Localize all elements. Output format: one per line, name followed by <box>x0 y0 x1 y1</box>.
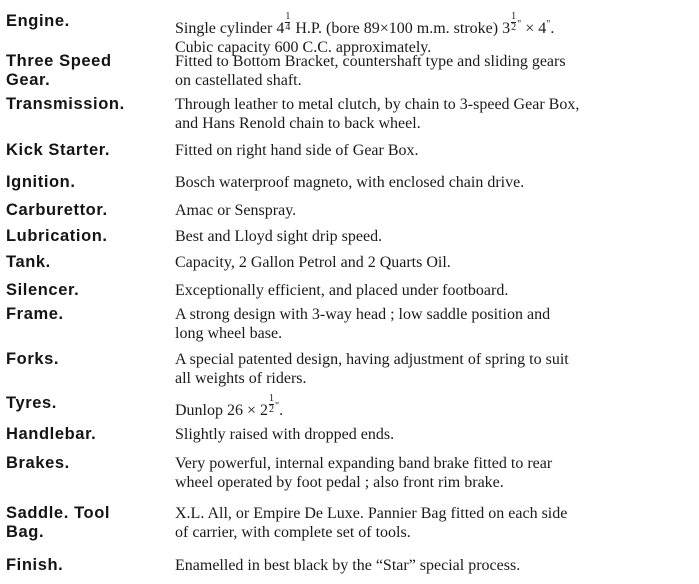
spec-value-frame <box>175 305 687 343</box>
spec-value-three-speed-gear <box>175 52 687 90</box>
value-line-1: Fitted to Bottom Bracket, countershaft type and sliding gears <box>175 53 566 70</box>
stroke-fraction-denominator: 2 <box>511 22 517 33</box>
spec-label-forks: Forks. <box>6 350 60 368</box>
value-line-2: wheel operated by foot pedal ; also front rim brake. <box>175 474 504 491</box>
label-line-1: Saddle. Tool <box>6 504 111 522</box>
tyres-text-suffix: . <box>279 402 284 419</box>
value-line-1: X.L. All, or Empire De Luxe. Pannier Bag fitted on each side <box>175 505 568 522</box>
spec-value-lubrication: Best and Lloyd sight drip speed. <box>175 228 383 245</box>
engine-text-suffix: . <box>550 20 555 37</box>
spec-label-frame: Frame. <box>6 305 64 323</box>
spec-value-tyres <box>175 394 687 420</box>
spec-value-engine <box>175 12 687 57</box>
hp-fraction <box>285 12 290 33</box>
hp-fraction-denominator: 4 <box>285 22 291 33</box>
label-line-1: Three Speed <box>6 52 112 70</box>
value-line-1: Very powerful, internal expanding band brake fitted to rear <box>175 455 553 472</box>
value-line-2: and Hans Renold chain to back wheel. <box>175 115 421 132</box>
engine-text-mid2: × 4 <box>521 20 547 37</box>
engine-text-prefix: Single cylinder 4 <box>175 20 285 37</box>
tyres-text-prefix: Dunlop 26 × 2 <box>175 402 269 419</box>
spec-value-silencer: Exceptionally efficient, and placed under footboard. <box>175 282 509 299</box>
value-line-2: of carrier, with complete set of tools. <box>175 524 411 541</box>
tyre-fraction-denominator: 2 <box>269 404 275 415</box>
spec-value-ignition: Bosch waterproof magneto, with enclosed chain drive. <box>175 174 525 191</box>
spec-value-forks <box>175 350 687 388</box>
engine-line-2: Cubic capacity 600 C.C. approximately. <box>175 39 432 56</box>
spec-value-kick-starter: Fitted on right hand side of Gear Box. <box>175 142 419 159</box>
spec-label-carburettor: Carburettor. <box>6 201 108 219</box>
label-line-2: Bag. <box>6 523 45 541</box>
stroke-fraction-numerator: 1 <box>511 11 517 22</box>
spec-value-brakes <box>175 454 687 492</box>
spec-label-tank: Tank. <box>6 253 51 271</box>
spec-label-engine: Engine. <box>6 12 70 30</box>
spec-label-lubrication: Lubrication. <box>6 227 108 245</box>
spec-label-ignition: Ignition. <box>6 173 76 191</box>
engine-text-mid: H.P. (bore 89×100 m.m. stroke) 3 <box>291 20 511 37</box>
spec-label-three-speed-gear <box>6 52 166 90</box>
value-line-2: long wheel base. <box>175 325 283 342</box>
stroke-fraction <box>511 12 516 33</box>
spec-label-finish: Finish. <box>6 556 64 574</box>
hp-fraction-numerator: 1 <box>285 11 291 22</box>
spec-value-finish: Enamelled in best black by the “Star” special process. <box>175 557 521 574</box>
value-line-2: all weights of riders. <box>175 370 307 387</box>
spec-value-carburettor: Amac or Senspray. <box>175 202 297 219</box>
tyre-fraction-numerator: 1 <box>269 393 275 404</box>
spec-value-tank: Capacity, 2 Gallon Petrol and 2 Quarts Oil. <box>175 254 451 271</box>
inch-mark: " <box>517 19 522 30</box>
spec-value-handlebar: Slightly raised with dropped ends. <box>175 426 395 443</box>
inch-mark: " <box>275 401 280 412</box>
value-line-1: A special patented design, having adjustment of spring to suit <box>175 351 569 368</box>
spec-label-transmission: Transmission. <box>6 95 125 113</box>
spec-label-silencer: Silencer. <box>6 281 80 299</box>
spec-label-tyres: Tyres. <box>6 394 57 412</box>
spec-label-brakes: Brakes. <box>6 454 70 472</box>
tyre-width-fraction <box>269 394 274 415</box>
spec-label-kick-starter: Kick Starter. <box>6 141 111 159</box>
value-line-2: on castellated shaft. <box>175 72 302 89</box>
spec-label-saddle-tool-bag <box>6 504 166 542</box>
value-line-1: A strong design with 3-way head ; low saddle position and <box>175 306 551 323</box>
label-line-2: Gear. <box>6 71 51 89</box>
spec-label-handlebar: Handlebar. <box>6 425 97 443</box>
spec-value-transmission <box>175 95 687 133</box>
value-line-1: Through leather to metal clutch, by chain to 3-speed Gear Box, <box>175 96 580 113</box>
spec-value-saddle-tool-bag <box>175 504 687 542</box>
inch-mark-2: " <box>546 19 551 30</box>
